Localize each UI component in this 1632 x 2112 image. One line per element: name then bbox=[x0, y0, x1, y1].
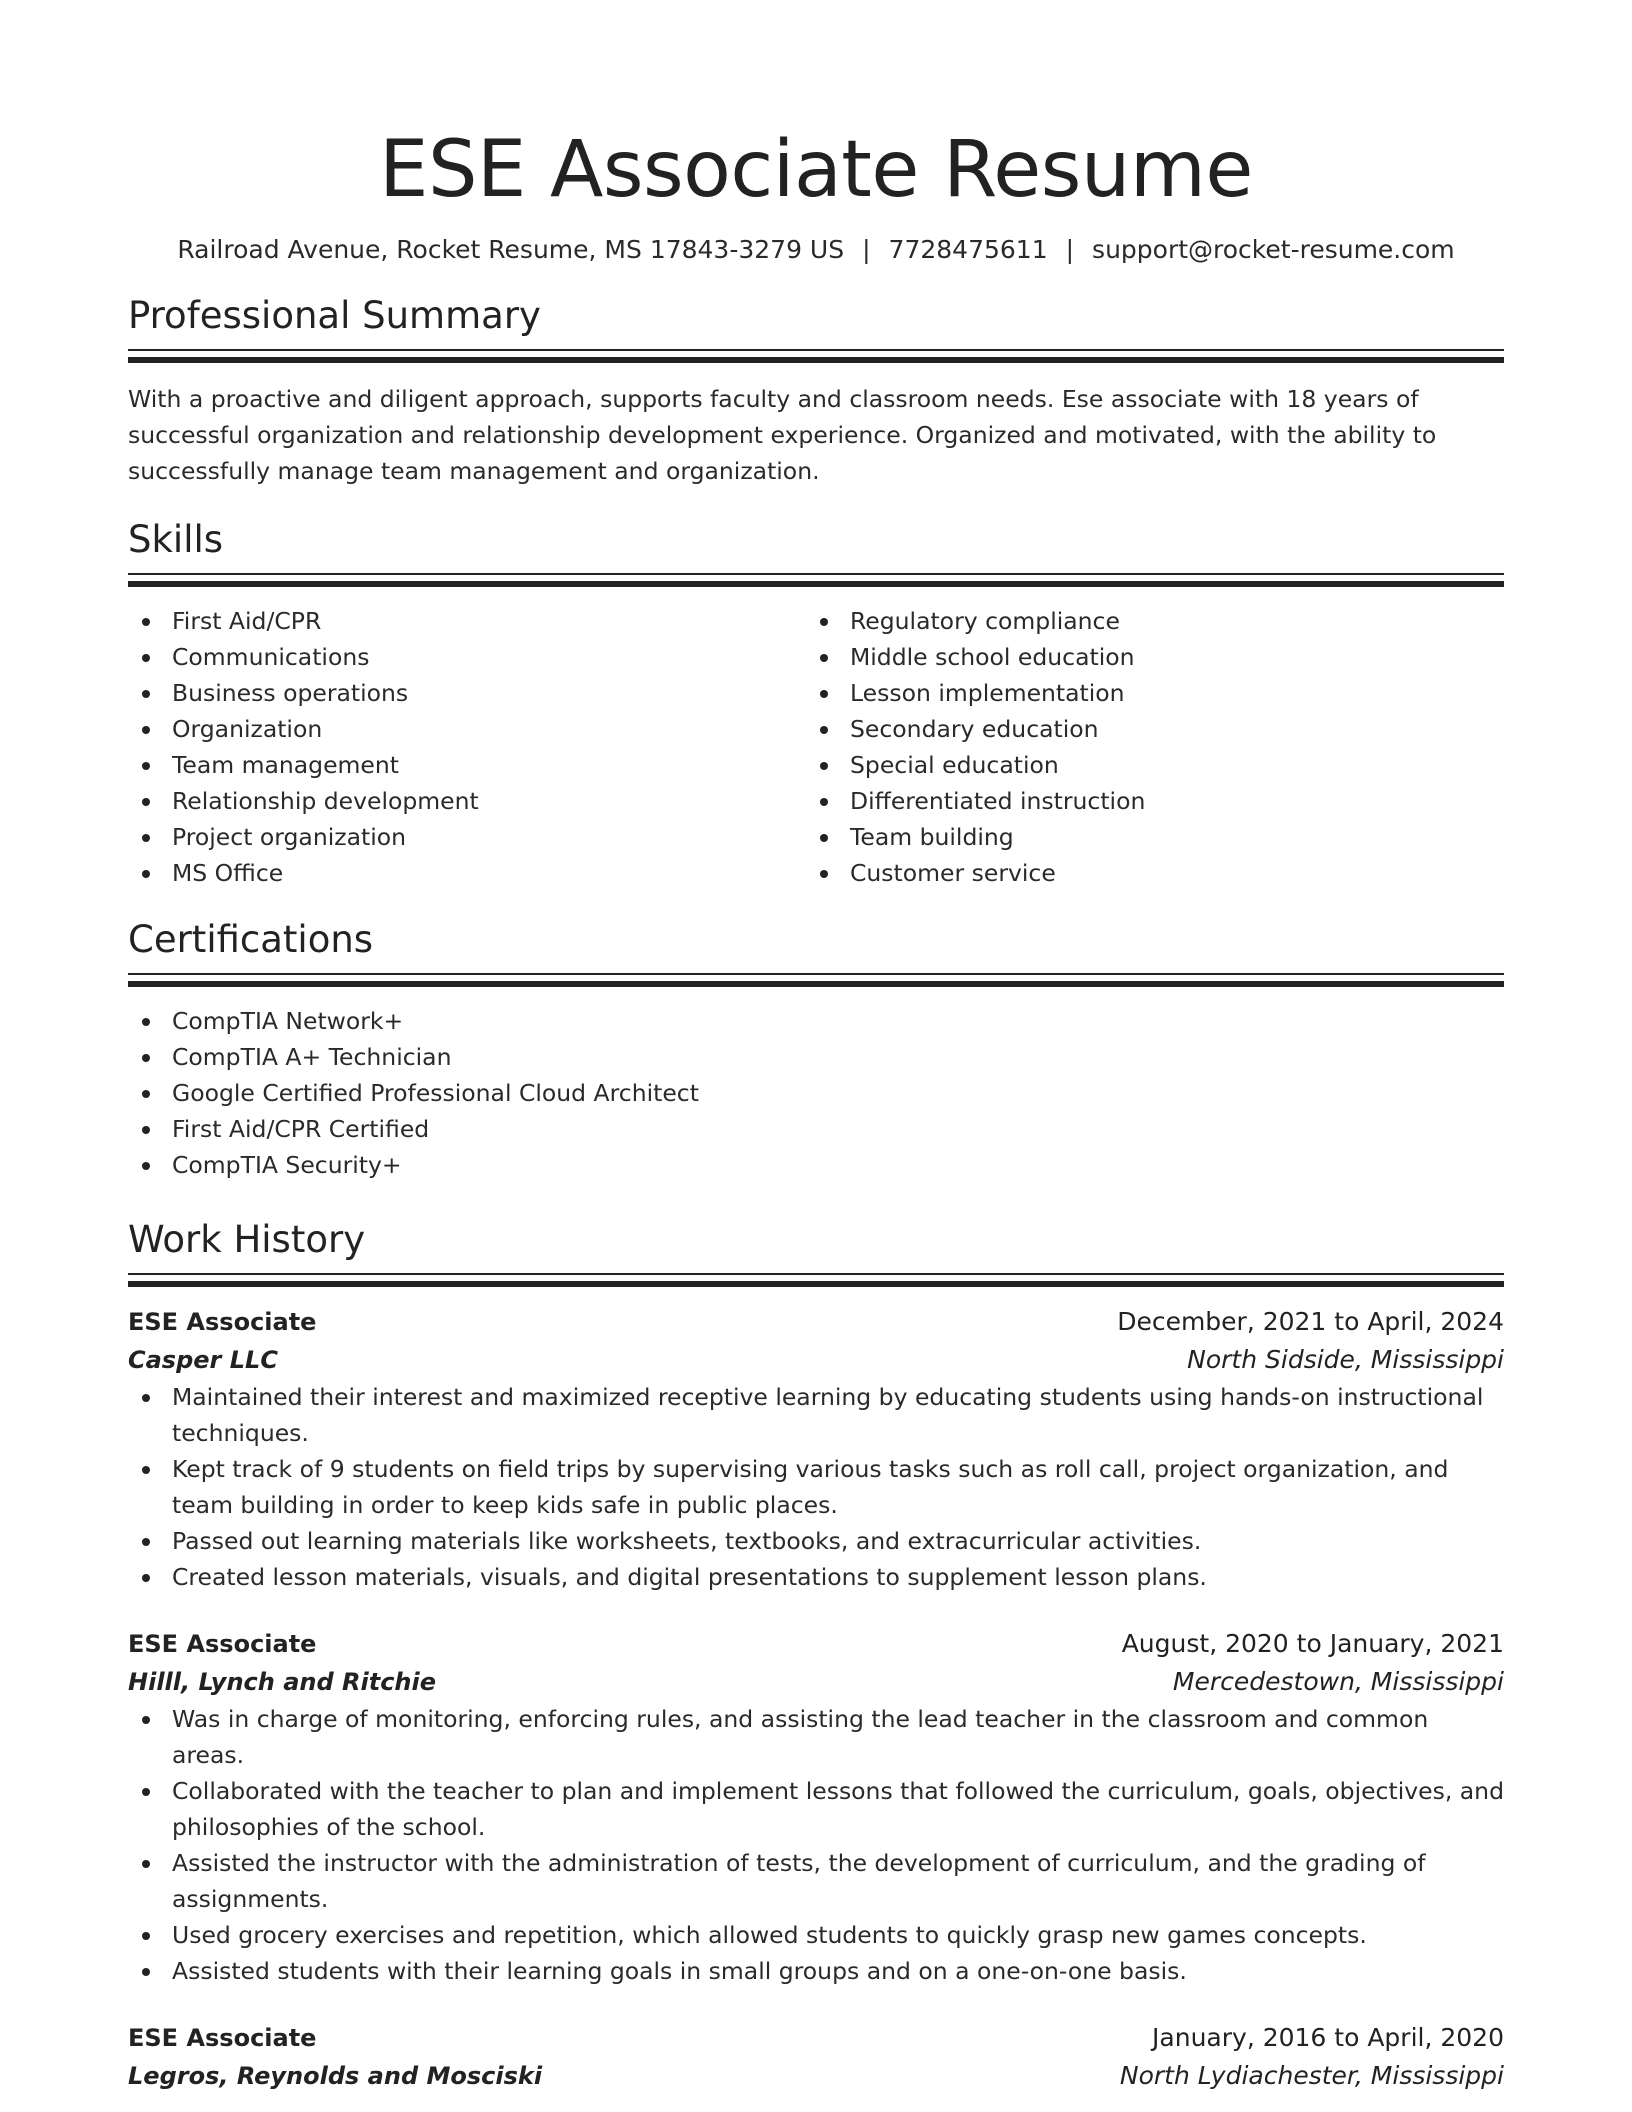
section-heading: Skills bbox=[128, 518, 224, 561]
section-heading: Certifications bbox=[128, 918, 374, 961]
section-rule bbox=[128, 1273, 1504, 1275]
section-rule-thick bbox=[128, 981, 1504, 987]
list-item: Differentiated instruction bbox=[806, 783, 1484, 819]
section-rule bbox=[128, 573, 1504, 575]
list-item: Assisted the instructor with the administration of tests, the development of curriculum, and the grading of assignments. bbox=[128, 1845, 1504, 1917]
job-company: Casper LLC bbox=[128, 1346, 278, 1374]
job-subheader-row bbox=[128, 1663, 1504, 1701]
list-item: Collaborated with the teacher to plan and implement lessons that followed the curriculum, goals, objectives, and philosophies of the school. bbox=[128, 1773, 1504, 1845]
skills-section bbox=[128, 517, 1504, 891]
job-entry bbox=[128, 1625, 1504, 1989]
job-location: North Sidside, Mississippi bbox=[1187, 1345, 1504, 1374]
job-subheader-row bbox=[128, 1341, 1504, 1379]
contact-line bbox=[128, 233, 1504, 267]
job-dates: December, 2021 to April, 2024 bbox=[1117, 1307, 1504, 1336]
list-item: Google Certified Professional Cloud Architect bbox=[128, 1075, 1504, 1111]
work-history-section bbox=[128, 1217, 1504, 2095]
list-item: First Aid/CPR bbox=[128, 603, 806, 639]
skills-columns bbox=[128, 603, 1504, 891]
section-rule-thick bbox=[128, 357, 1504, 363]
job-bullets bbox=[128, 1701, 1504, 1989]
job-location: Mercedestown, Mississippi bbox=[1172, 1667, 1504, 1696]
list-item: Maintained their interest and maximized receptive learning by educating students using hands-on instructional techniques. bbox=[128, 1379, 1504, 1451]
list-item: Kept track of 9 students on field trips by supervising various tasks such as roll call, project organization, and team building in order to keep kids safe in public places. bbox=[128, 1451, 1504, 1523]
job-title: ESE Associate bbox=[128, 1630, 317, 1658]
list-item: Middle school education bbox=[806, 639, 1484, 675]
list-item: Customer service bbox=[806, 855, 1484, 891]
section-rule-thick bbox=[128, 1281, 1504, 1287]
list-item: First Aid/CPR Certified bbox=[128, 1111, 1504, 1147]
section-rule bbox=[128, 349, 1504, 351]
resume-page bbox=[128, 0, 1504, 2095]
job-location: North Lydiachester, Mississippi bbox=[1119, 2061, 1504, 2090]
job-subheader-row bbox=[128, 2057, 1504, 2095]
job-dates: January, 2016 to April, 2020 bbox=[1152, 2023, 1504, 2052]
list-item: Team management bbox=[128, 747, 806, 783]
list-item: Was in charge of monitoring, enforcing rules, and assisting the lead teacher in the classroom and common areas. bbox=[128, 1701, 1504, 1773]
job-header-row bbox=[128, 2019, 1504, 2057]
skills-list-right bbox=[806, 603, 1484, 891]
list-item: Organization bbox=[128, 711, 806, 747]
job-bullets bbox=[128, 1379, 1504, 1595]
list-item: Project organization bbox=[128, 819, 806, 855]
list-item: Secondary education bbox=[806, 711, 1484, 747]
job-company: Legros, Reynolds and Mosciski bbox=[128, 2062, 543, 2090]
contact-address: Railroad Avenue, Rocket Resume, MS 17843-3279 US bbox=[177, 235, 845, 264]
summary-text: With a proactive and diligent approach, supports faculty and classroom needs. Ese associate with 18 years of successful organization and relationship development experience. Organized and motivated, with the ability to successfully manage team management and organization. bbox=[128, 385, 1437, 485]
certifications-section bbox=[128, 917, 1504, 1183]
list-item: CompTIA Security+ bbox=[128, 1147, 1504, 1183]
list-item: CompTIA A+ Technician bbox=[128, 1039, 1504, 1075]
skills-list-left bbox=[128, 603, 806, 891]
skills-column-left bbox=[128, 603, 806, 891]
contact-separator: | bbox=[1065, 235, 1075, 264]
list-item: Regulatory compliance bbox=[806, 603, 1484, 639]
list-item: Used grocery exercises and repetition, which allowed students to quickly grasp new games concepts. bbox=[128, 1917, 1504, 1953]
section-rule bbox=[128, 973, 1504, 975]
list-item: Communications bbox=[128, 639, 806, 675]
list-item: Assisted students with their learning goals in small groups and on a one-on-one basis. bbox=[128, 1953, 1504, 1989]
job-entry bbox=[128, 2019, 1504, 2095]
list-item: Business operations bbox=[128, 675, 806, 711]
contact-email: support@rocket-resume.com bbox=[1092, 235, 1455, 264]
job-header-row bbox=[128, 1625, 1504, 1663]
job-title: ESE Associate bbox=[128, 2024, 317, 2052]
section-heading: Professional Summary bbox=[128, 294, 541, 337]
list-item: CompTIA Network+ bbox=[128, 1003, 1504, 1039]
list-item: Relationship development bbox=[128, 783, 806, 819]
job-header-row bbox=[128, 1303, 1504, 1341]
contact-separator: | bbox=[862, 235, 871, 264]
list-item: Lesson implementation bbox=[806, 675, 1484, 711]
resume-title: ESE Associate Resume bbox=[379, 125, 1253, 215]
skills-column-right bbox=[806, 603, 1484, 891]
section-rule-thick bbox=[128, 581, 1504, 587]
summary-section bbox=[128, 293, 1504, 489]
section-heading: Work History bbox=[128, 1218, 366, 1261]
list-item: Passed out learning materials like worksheets, textbooks, and extracurricular activities. bbox=[128, 1523, 1504, 1559]
list-item: Created lesson materials, visuals, and digital presentations to supplement lesson plans. bbox=[128, 1559, 1504, 1595]
job-dates: August, 2020 to January, 2021 bbox=[1121, 1629, 1504, 1658]
job-title: ESE Associate bbox=[128, 1308, 317, 1336]
list-item: MS Office bbox=[128, 855, 806, 891]
certifications-list bbox=[128, 1003, 1504, 1183]
list-item: Special education bbox=[806, 747, 1484, 783]
list-item: Team building bbox=[806, 819, 1484, 855]
job-company: Hilll, Lynch and Ritchie bbox=[128, 1668, 437, 1696]
contact-phone: 7728475611 bbox=[888, 235, 1048, 264]
job-entry bbox=[128, 1303, 1504, 1595]
